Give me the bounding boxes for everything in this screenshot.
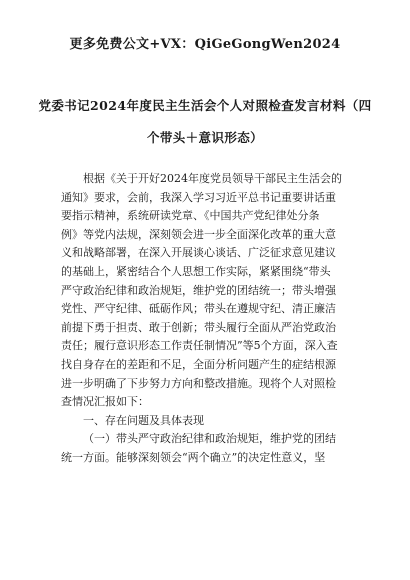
paragraph-line: 统一方面。能够深刻领会“两个确立”的决定性意义，坚 <box>61 450 326 464</box>
paragraph-line: 查情况汇报如下： <box>61 395 149 409</box>
paragraph-line: 进一步明确了下步努力方向和整改措施。现将个人对照检 <box>61 376 336 390</box>
paragraph-line: 严守政治纪律和政治规矩，维护党的团结统一；带头增强 <box>61 283 336 297</box>
paragraph-line: 党性、严守纪律、砥砺作风；带头在遵规守纪、清正廉洁 <box>61 302 336 316</box>
document-body <box>61 170 351 468</box>
paragraph-line: 通知》要求，会前，我深入学习习近平总书记重要讲话重 <box>61 190 336 204</box>
paragraph-line: （一）带头严守政治纪律和政治规矩，维护党的团结 <box>83 432 336 446</box>
title-line-1: 党委书记2024年度民主生活会个人对照检查发言材料（四 <box>38 98 372 113</box>
section-heading: 一、存在问题及具体表现 <box>83 413 204 427</box>
paragraph-line: 责任；履行意识形态工作责任制情况”等5个方面，深入查 <box>61 339 338 353</box>
paragraph-line: 义和战略部署，在深入开展谈心谈话、广泛征求意见建议 <box>61 246 336 260</box>
paragraph-line: 要指示精神，系统研读党章、《中国共产党纪律处分条 <box>61 209 320 223</box>
promo-header: 更多免费公文+VX：QiGeGongWen2024 <box>69 37 341 52</box>
title-line-2: 个带头＋意识形态） <box>146 130 264 145</box>
paragraph-line: 的基础上，紧密结合个人思想工作实际，紧紧围绕“带头 <box>61 264 331 278</box>
paragraph-line: 前提下勇于担责、敢于创新；带头履行全面从严治党政治 <box>61 320 336 334</box>
paragraph-line: 根据《关于开好2024年度党员领导干部民主生活会的 <box>83 172 342 185</box>
paragraph-line: 找自身存在的差距和不足，全面分析问题产生的症结根源 <box>61 357 336 371</box>
paragraph-line: 例》等党内法规，深刻领会进一步全面深化改革的重大意 <box>61 227 336 241</box>
